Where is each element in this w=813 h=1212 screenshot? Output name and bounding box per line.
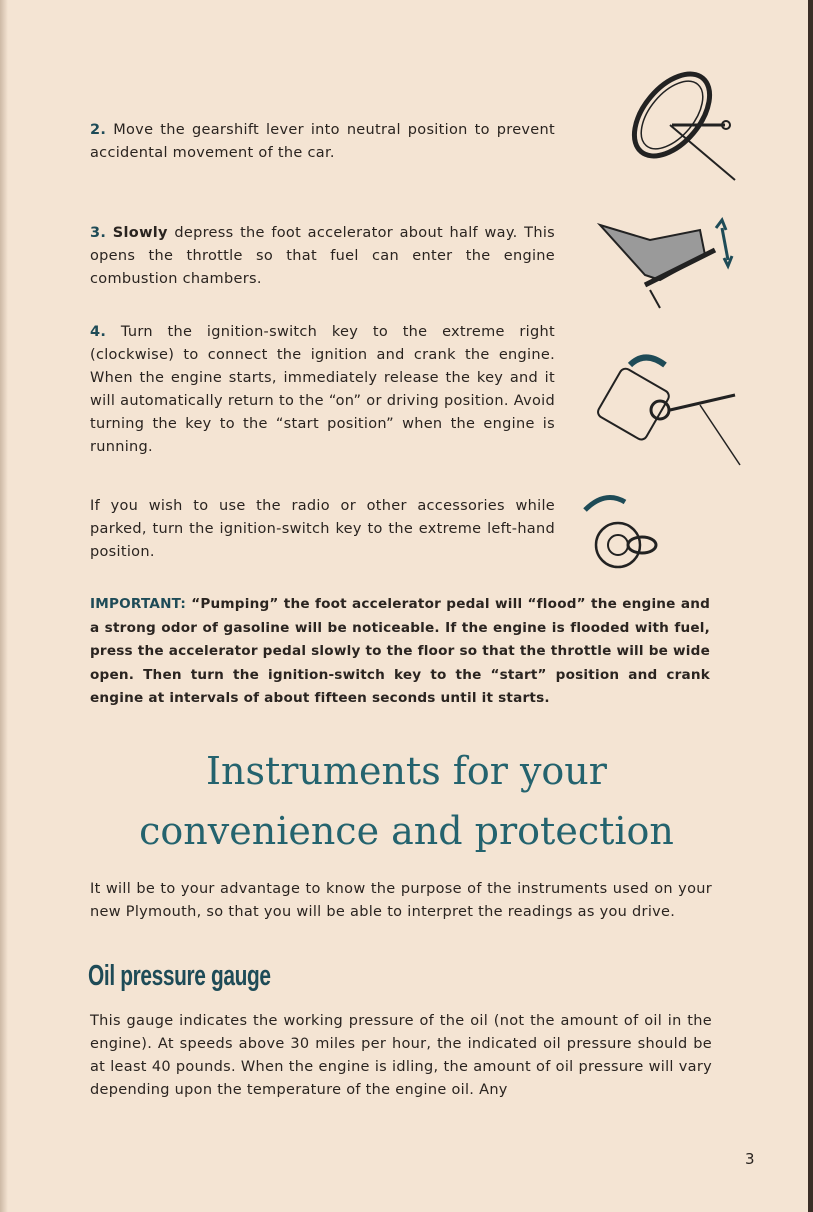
section-title-line-2: convenience and protection <box>139 809 674 853</box>
step-lead: Slowly <box>112 225 168 241</box>
ignition-key-illustration <box>590 345 750 475</box>
page-edge-shadow <box>0 0 8 1212</box>
step-number: 4. <box>90 324 107 340</box>
intro-paragraph: It will be to your advantage to know the purpose of the instruments used on your new Plymouth, so that you will be able to interpret the readings as you drive. <box>90 881 712 920</box>
step-number: 2. <box>90 122 107 138</box>
section-title-line-1: Instruments for your <box>206 749 607 793</box>
step-2 <box>90 119 555 165</box>
page-edge-right <box>808 0 813 1212</box>
accessories-note: If you wish to use the radio or other accessories while parked, turn the ignition-switch key to the extreme left-hand position. <box>90 498 555 560</box>
step-text: depress the foot accelerator about half way. This opens the throttle so that fuel can enter the engine combustion chambers. <box>90 225 555 287</box>
step-number: 3. <box>90 225 107 241</box>
subsection-heading: Oil pressure gauge <box>88 960 271 992</box>
important-notice <box>90 593 710 711</box>
step-text: Move the gearshift lever into neutral position to prevent accidental movement of the car. <box>90 122 555 161</box>
foot-pedal-illustration <box>590 200 735 320</box>
important-label: IMPORTANT: <box>90 596 187 612</box>
important-text: “Pumping” the foot accelerator pedal will “flood” the engine and a strong odor of gasoline will be noticeable. If the engine is flooded with fuel, press the accelerator pedal slowly to the floor so that the throttle will be wide open. Then turn the ignition-switch key to the “start” position and crank engine at intervals of about fifteen seconds until it starts. <box>90 596 710 706</box>
page-number: 3 <box>745 1150 755 1168</box>
step-text: Turn the ignition-switch key to the extreme right (clockwise) to connect the ignition and crank the engine. When the engine starts, immediately release the key and it will automatically return to the “on” or driving position. Avoid turning the key to the “start position” when the engine is running. <box>90 324 555 455</box>
oil-pressure-paragraph: This gauge indicates the working pressure of the oil (not the amount of oil in the engine). At speeds above 30 miles per hour, the indicated oil pressure should be at least 40 pounds. When the engine is idling, the amount of oil pressure will vary depending upon the temperature of the engine oil. Any <box>90 1013 712 1098</box>
step-4 <box>90 321 555 459</box>
step-3 <box>90 222 555 291</box>
ignition-accessory-illustration <box>570 490 670 580</box>
section-title <box>0 745 813 857</box>
steering-wheel-illustration <box>610 55 740 185</box>
